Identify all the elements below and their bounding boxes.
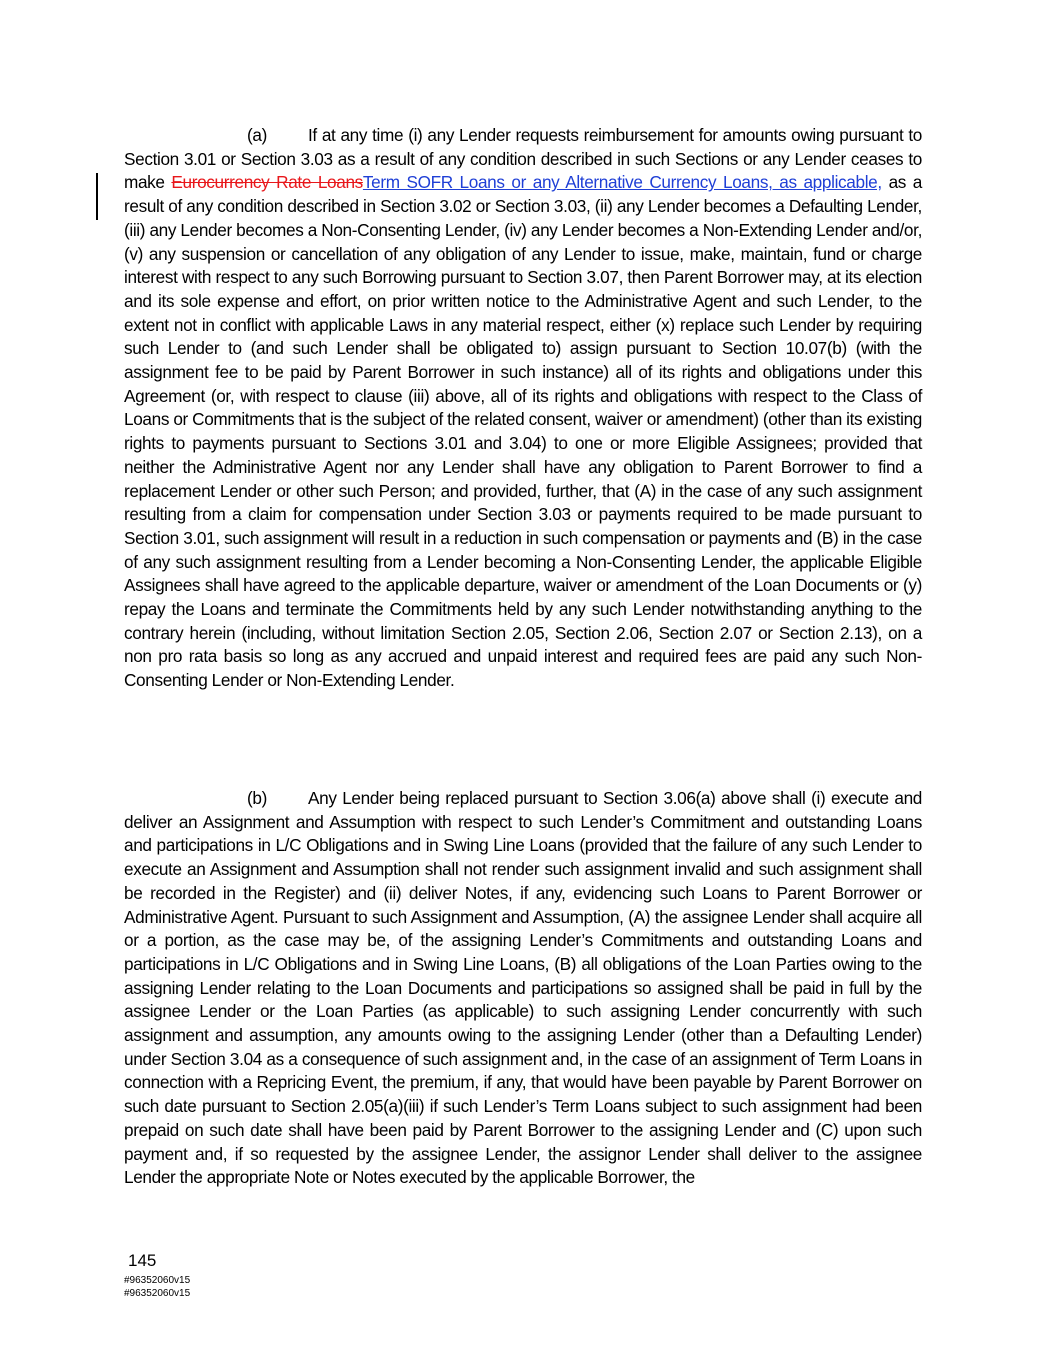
revision-change-bar	[96, 173, 98, 220]
document-id: #96352060v15	[124, 1275, 191, 1286]
paragraph-a-text-start: If at any time (i) any Lender requests reimbursement for amounts owing pursuant to Section 3.01 or Section 3.03 as a result of any condition described in such Sections or any Lender ceases to make	[124, 125, 922, 193]
paragraph-a-text-end: as a result of any condition described in Section 3.02 or Section 3.03, (ii) any Lender becomes a Defaulting Lender, (iii) any Lender becomes a Non-Consenting Lender, (iv) any Lender becomes a Non-Extending Lender and/or, (v) any suspension or cancellation of any obligation of any Lender to issue, make, maintain, fund or charge interest with respect to any such Borrowing pursuant to Section 3.07, then Parent Borrower may, at its election and its sole expense and effort, on prior written notice to the Administrative Agent and such Lender, to the extent not in conflict with applicable Laws in any material respect, either (x) replace such Lender by requiring such Lender to (and such Lender shall be obligated to) assign pursuant to Section 10.07(b) (with the assignment fee to be paid by Parent Borrower in such instance) all of its rights and obligations under this Agreement (or, with respect to clause (iii) above, all of its rights and obligations with respect to the Class of Loans or Commitments that is the subject of the related consent, waiver or amendment) (other than its existing rights to payments pursuant to Sections 3.01 and 3.04) to one or more Eligible Assignees; provided that neither the Administrative Agent nor any Lender shall have any obligation to Parent Borrower to find a replacement Lender or other such Person; and provided, further, that (A) in the case of any such assignment resulting from a claim for compensation under Section 3.03 or payments required to be made pursuant to Section 3.01, such assignment will result in a reduction in such compensation or payments and (B) in the case of any such assignment resulting from a Lender becoming a Non-Consenting Lender, the applicable Eligible Assignees shall have agreed to the applicable departure, waiver or amendment of the Loan Documents or (y) repay the Loans and terminate the Commitments held by any such Lender notwithstanding anything to the contrary herein (including, without limitation Section 2.05, Section 2.06, Section 2.07 or Section 2.13), on a non pro rata basis so long as any accrued and unpaid interest and required fees are paid any such Non-Consenting Lender or Non-Extending Lender.	[124, 172, 922, 691]
paragraph-a	[124, 124, 922, 693]
paragraph-b-label: (b)	[247, 788, 267, 808]
paragraph-a-label: (a)	[247, 125, 267, 145]
document-id-duplicate: #96352060v15	[124, 1288, 191, 1299]
inserted-text: Term SOFR Loans or any Alternative Currency Loans, as applicable,	[362, 172, 882, 193]
deleted-text: Eurocurrency Rate Loans	[171, 172, 363, 193]
page-number: 145	[128, 1251, 157, 1270]
paragraph-b	[124, 787, 922, 1190]
paragraph-b-text: Any Lender being replaced pursuant to Section 3.06(a) above shall (i) execute and deliver an Assignment and Assumption with respect to such Lender’s Commitment and outstanding Loans and participations in L/C Obligations and in Swing Line Loans (provided that the failure of any such Lender to execute an Assignment and Assumption shall not render such assignment invalid and such assignment shall be recorded in the Register) and (ii) deliver Notes, if any, evidencing such Loans to Parent Borrower or Administrative Agent. Pursuant to such Assignment and Assumption, (A) the assignee Lender shall acquire all or a portion, as the case may be, of the assigning Lender’s Commitments and outstanding Loans and participations in L/C Obligations and in Swing Line Loans, (B) all obligations of the Loan Parties owing to the assigning Lender relating to the Loan Documents and participations so assigned shall be paid in full by the assignee Lender or the Loan Parties (as applicable) to such assigning Lender concurrently with such assignment and assumption, any amounts owing to the assigning Lender (other than a Defaulting Lender) under Section 3.04 as a consequence of such assignment and, in the case of an assignment of Term Loans in connection with a Repricing Event, the premium, if any, that would have been payable by Parent Borrower on such date pursuant to Section 2.05(a)(iii) if such Lender’s Term Loans subject to such assignment had been prepaid on such date shall have been paid by Parent Borrower to the assigning Lender and (C) upon such payment and, if so requested by the assignee Lender, the assignor Lender shall deliver to the assignee Lender the appropriate Note or Notes executed by the applicable Borrower, the	[124, 788, 922, 1188]
